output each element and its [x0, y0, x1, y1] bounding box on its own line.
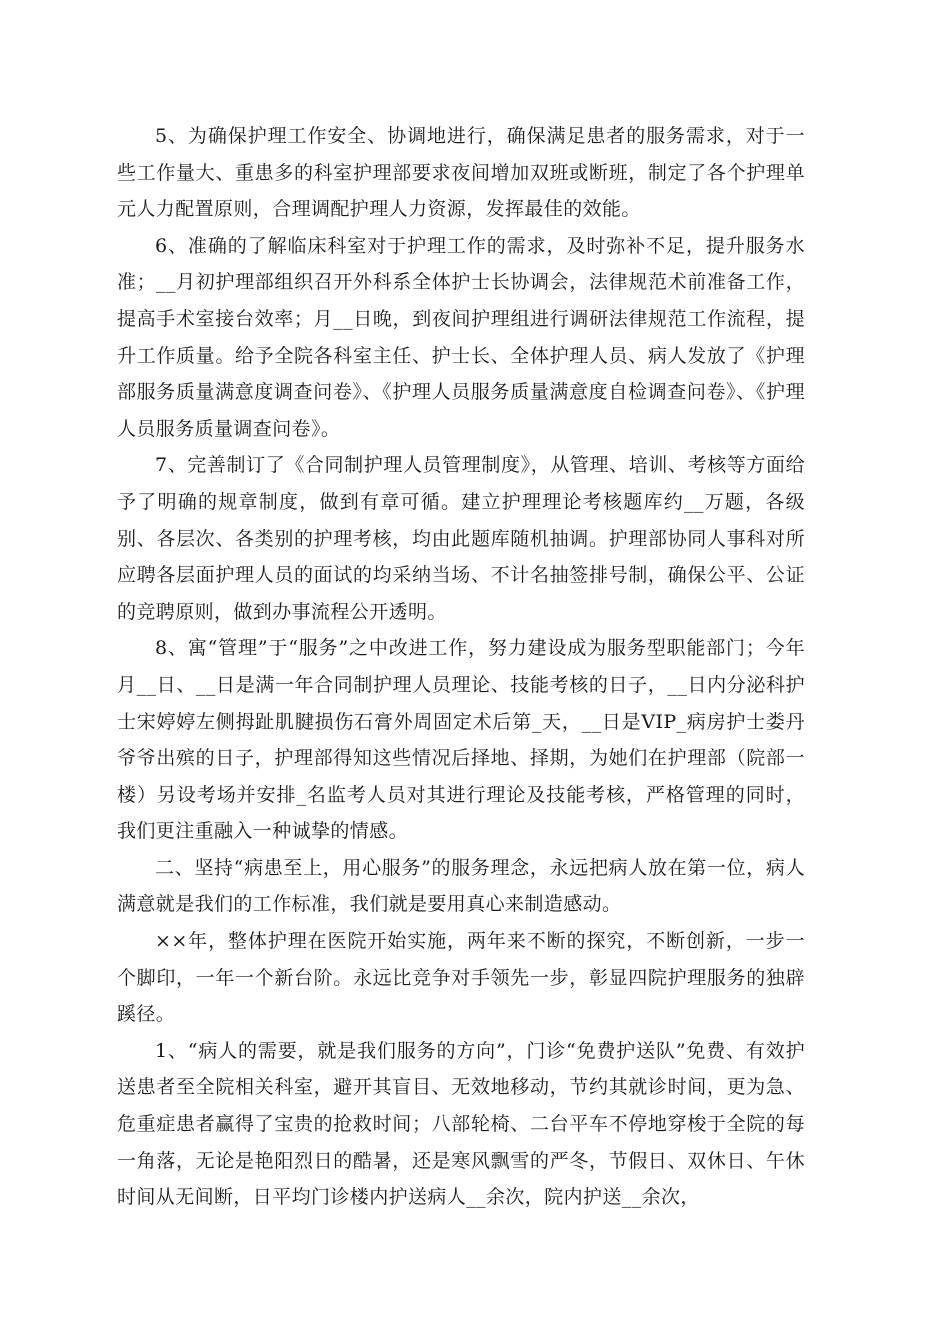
document-body — [117, 118, 805, 1216]
paragraph-year-summary: ××年，整体护理在医院开始实施，两年来不断的探究，不断创新，一步一个脚印，一年一个新台阶。永远比竞争对手领先一步，彰显四院护理服务的独辟蹊径。 — [117, 930, 805, 1026]
paragraph-6: 6、准确的了解临床科室对于护理工作的需求，及时弥补不足，提升服务水准；__月初护理部组织召开外科系全体护士长协调会，法律规范术前准备工作，提高手术室接台效率；月__日晚，到夜间护理组进行调研法律规范工作流程，提升工作质量。给予全院各科室主任、护士长、全体护理人员、病人发放了《护理部服务质量满意度调查问卷》、《护理人员服务质量满意度自检调查问卷》、《护理人员服务质量调查问卷》。 — [117, 234, 805, 440]
paragraph-5: 5、为确保护理工作安全、协调地进行，确保满足患者的服务需求，对于一些工作量大、重患多的科室护理部要求夜间增加双班或断班，制定了各个护理单元人力配置原则，合理调配护理人力资源，发挥最佳的效能。 — [117, 125, 805, 221]
section-heading-2: 二、坚持“病患至上，用心服务”的服务理念，永远把病人放在第一位，病人满意就是我们的工作标准，我们就是要用真心来制造感动。 — [117, 856, 805, 916]
paragraph-8: 8、寓“管理”于“服务”之中改进工作，努力建设成为服务型职能部门；今年月__日、__日是满一年合同制护理人员理论、技能考核的日子，__日内分泌科护士宋婷婷左侧拇趾肌腱损伤石膏外周固定术后第_天，__日是VIP_病房护士娄丹爷爷出殡的日子，护理部得知这些情况后择地、择期，为她们在护理部（院部一楼）另设考场并安排_名监考人员对其进行理论及技能考核，严格管理的同时，我们更注重融入一种诚挚的情感。 — [117, 637, 805, 843]
paragraph-7: 7、完善制订了《合同制护理人员管理制度》，从管理、培训、考核等方面给予了明确的规章制度，做到有章可循。建立护理理论考核题库约__万题，各级别、各层次、各类别的护理考核，均由此题库随机抽调。护理部协同人事科对所应聘各层面护理人员的面试的均采纳当场、不计名抽签排号制，确保公平、公证的竞聘原则，做到办事流程公开透明。 — [117, 454, 805, 623]
paragraph-1: 1、“病人的需要，就是我们服务的方向”，门诊“免费护送队”免费、有效护送患者至全院相关科室，避开其盲目、无效地移动，节约其就诊时间，更为急、危重症患者赢得了宝贵的抢救时间；八部轮椅、二台平车不停地穿梭于全院的每一角落，无论是艳阳烈日的酷暑，还是寒风飘雪的严冬，节假日、双休日、午休时间从无间断，日平均门诊楼内护送病人__余次，院内护送__余次， — [117, 1039, 805, 1209]
